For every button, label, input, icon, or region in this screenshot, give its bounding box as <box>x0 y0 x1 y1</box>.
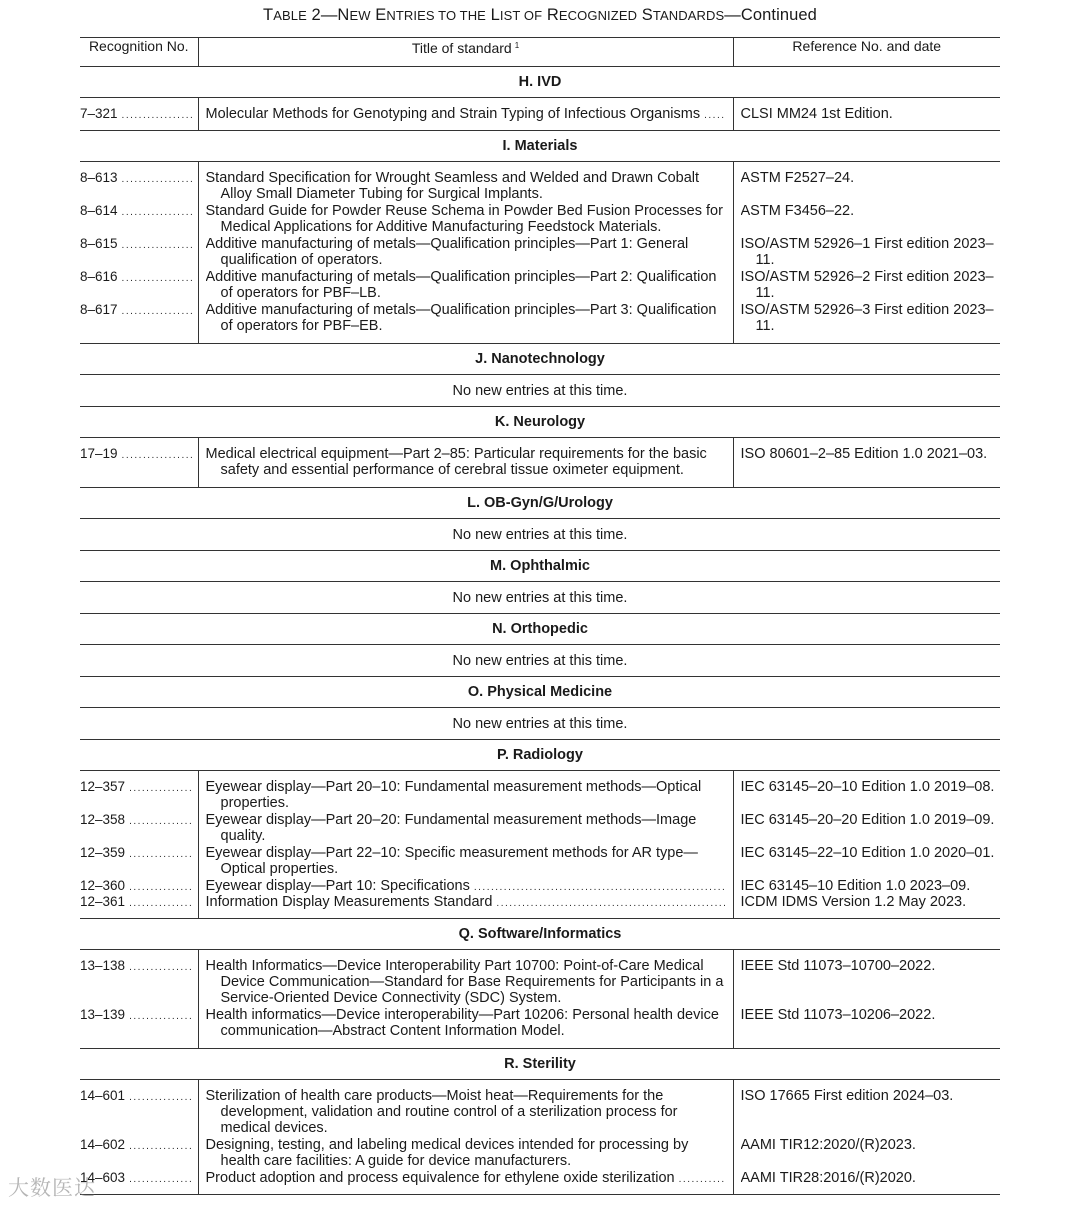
recognition-cell <box>80 302 198 343</box>
reference-no: IEC 63145–10 Edition 1.0 2023–09. <box>740 878 971 894</box>
recognition-no: 13–138 <box>80 958 126 973</box>
recognition-no: 13–139 <box>80 1007 126 1022</box>
section-row <box>80 919 1000 950</box>
section-bottom-rule <box>80 1194 1000 1195</box>
dot-leader <box>122 207 192 218</box>
title-cell <box>198 302 733 343</box>
reference-cell <box>733 203 1000 236</box>
title-cell <box>198 269 733 302</box>
table-row <box>80 1080 1000 1138</box>
dot-leader <box>129 898 191 909</box>
table-row <box>80 894 1000 918</box>
recognition-cell <box>80 236 198 269</box>
dot-leader <box>496 898 724 909</box>
dot-leader <box>129 816 191 827</box>
dot-leader <box>704 110 724 121</box>
title-cell <box>198 203 733 236</box>
section-heading: P. Radiology <box>80 740 1000 771</box>
table-row <box>80 203 1000 236</box>
section-row <box>80 407 1000 438</box>
footnote-marker: 1 <box>514 41 520 50</box>
title-cell <box>198 162 733 204</box>
reference-cell <box>733 950 1000 1008</box>
standard-title: Eyewear display—Part 20–20: Fundamental measurement methods—Image quality. <box>205 812 697 844</box>
dot-leader <box>122 450 192 461</box>
reference-cell <box>733 1007 1000 1048</box>
table-row <box>80 98 1000 131</box>
standard-title: Eyewear display—Part 22–10: Specific measurement methods for AR type—Optical properties. <box>205 845 698 877</box>
section-row <box>80 740 1000 771</box>
reference-no: ASTM F3456–22. <box>740 203 855 219</box>
no-entries-row <box>80 582 1000 614</box>
dot-leader <box>679 1174 725 1185</box>
title-cell <box>198 950 733 1008</box>
reference-no: AAMI TIR12:2020/(R)2023. <box>740 1137 916 1153</box>
reference-no: ISO/ASTM 52926–3 First edition 2023–11. <box>740 302 994 334</box>
recognition-cell <box>80 950 198 1008</box>
reference-cell <box>733 812 1000 845</box>
no-entries-row <box>80 645 1000 677</box>
dot-leader <box>129 1141 191 1152</box>
standard-title: Sterilization of health care products—Moist heat—Requirements for the development, validation and routine control of a sterilization process for medical devices. <box>205 1088 678 1136</box>
standard-title: Product adoption and process equivalence for ethylene oxide sterilization <box>205 1170 675 1186</box>
no-entries-row <box>80 375 1000 407</box>
recognition-no: 12–358 <box>80 812 126 827</box>
standard-title: Designing, testing, and labeling medical devices intended for processing by health care facilities: A guide for device manufacturers. <box>205 1137 689 1169</box>
header-reference: Reference No. and date <box>733 38 1000 67</box>
table-row <box>80 269 1000 302</box>
recognition-cell <box>80 812 198 845</box>
standard-title: Molecular Methods for Genotyping and Strain Typing of Infectious Organisms <box>205 106 701 122</box>
recognition-no: 12–357 <box>80 779 126 794</box>
title-cell <box>198 845 733 878</box>
table-row <box>80 162 1000 204</box>
standard-title: Standard Specification for Wrought Seamless and Welded and Drawn Cobalt Alloy Small Diameter Tubing for Surgical Implants. <box>205 170 700 202</box>
reference-cell <box>733 878 1000 894</box>
standard-title: Eyewear display—Part 20–10: Fundamental measurement methods—Optical properties. <box>205 779 702 811</box>
standard-title: Standard Guide for Powder Reuse Schema in Powder Bed Fusion Processes for Medical Applications for Additive Manufacturing Feedstock Materials. <box>205 203 723 235</box>
table-row <box>80 771 1000 813</box>
section-heading: I. Materials <box>80 131 1000 162</box>
recognition-cell <box>80 438 198 488</box>
table-row <box>80 438 1000 488</box>
no-entries-row <box>80 519 1000 551</box>
watermark: 大数医达 <box>8 1177 96 1200</box>
recognition-no: 14–601 <box>80 1088 126 1103</box>
title-cell <box>198 98 733 131</box>
table-body <box>80 67 1000 1195</box>
table-row <box>80 950 1000 1008</box>
reference-cell <box>733 1080 1000 1138</box>
reference-cell <box>733 1137 1000 1170</box>
no-entries-text: No new entries at this time. <box>452 589 628 606</box>
reference-cell <box>733 894 1000 918</box>
recognition-no: 8–615 <box>80 236 118 251</box>
table-row <box>80 302 1000 343</box>
no-entries-text: No new entries at this time. <box>452 715 628 732</box>
section-row <box>80 488 1000 519</box>
section-heading: N. Orthopedic <box>80 614 1000 645</box>
dot-leader <box>122 273 192 284</box>
title-cell <box>198 1007 733 1048</box>
reference-no: ASTM F2527–24. <box>740 170 855 186</box>
table-header <box>80 38 1000 67</box>
recognition-cell <box>80 1170 198 1194</box>
standards-table <box>80 37 1000 1195</box>
reference-no: ISO 80601–2–85 Edition 1.0 2021–03. <box>740 446 988 462</box>
standard-title: Medical electrical equipment—Part 2–85: Particular requirements for the basic safety and essential performance of cerebral tissue oximeter equipment. <box>205 446 707 478</box>
header-recognition-no: Recognition No. <box>80 38 198 67</box>
section-row <box>80 551 1000 582</box>
recognition-cell <box>80 1007 198 1048</box>
reference-cell <box>733 1170 1000 1194</box>
reference-cell <box>733 845 1000 878</box>
recognition-cell <box>80 771 198 813</box>
reference-no: ISO/ASTM 52926–1 First edition 2023–11. <box>740 236 994 268</box>
recognition-no: 14–602 <box>80 1137 126 1152</box>
standard-title: Eyewear display—Part 10: Specifications <box>205 878 470 894</box>
dot-leader <box>129 1092 191 1103</box>
recognition-cell <box>80 269 198 302</box>
reference-no: AAMI TIR28:2016/(R)2020. <box>740 1170 916 1186</box>
title-cell <box>198 236 733 269</box>
standard-title: Health informatics—Device interoperability—Part 10206: Personal health device communication—Abstract Content Information Model. <box>205 1007 719 1039</box>
title-cell <box>198 1080 733 1138</box>
dot-leader <box>129 1174 191 1185</box>
title-cell <box>198 1170 733 1194</box>
recognition-no: 8–616 <box>80 269 118 284</box>
reference-cell <box>733 438 1000 488</box>
recognition-no: 7–321 <box>80 106 118 121</box>
table-row <box>80 1007 1000 1048</box>
standard-title: Additive manufacturing of metals—Qualification principles—Part 1: General qualification of operators. <box>205 236 689 268</box>
section-heading: Q. Software/Informatics <box>80 919 1000 950</box>
standard-title: Additive manufacturing of metals—Qualification principles—Part 3: Qualification of operators for PBF–EB. <box>205 302 717 334</box>
section-row <box>80 677 1000 708</box>
no-entries-text: No new entries at this time. <box>452 652 628 669</box>
dot-leader <box>122 306 192 317</box>
section-heading: L. OB-Gyn/G/Urology <box>80 488 1000 519</box>
reference-cell <box>733 236 1000 269</box>
section-row <box>80 1049 1000 1080</box>
recognition-no: 12–359 <box>80 845 126 860</box>
header-title-of-standard: Title of standard $^1$ <box>198 38 733 67</box>
standard-title: Information Display Measurements Standard <box>205 894 493 910</box>
recognition-cell <box>80 1080 198 1138</box>
reference-no: ISO/ASTM 52926–2 First edition 2023–11. <box>740 269 994 301</box>
reference-cell <box>733 302 1000 343</box>
dot-leader <box>129 783 191 794</box>
no-entries-text: No new entries at this time. <box>452 382 628 399</box>
recognition-cell <box>80 162 198 204</box>
section-row <box>80 614 1000 645</box>
table-row <box>80 878 1000 894</box>
recognition-cell <box>80 1137 198 1170</box>
reference-no: ISO 17665 First edition 2024–03. <box>740 1088 954 1104</box>
dot-leader <box>129 1011 191 1022</box>
reference-no: IEC 63145–20–10 Edition 1.0 2019–08. <box>740 779 995 795</box>
dot-leader <box>122 240 192 251</box>
table-row <box>80 1170 1000 1194</box>
reference-no: IEC 63145–20–20 Edition 1.0 2019–09. <box>740 812 995 828</box>
title-cell <box>198 438 733 488</box>
recognition-cell <box>80 845 198 878</box>
recognition-no: 8–613 <box>80 170 118 185</box>
section-heading: O. Physical Medicine <box>80 677 1000 708</box>
section-heading: H. IVD <box>80 67 1000 98</box>
recognition-cell <box>80 98 198 131</box>
section-heading: J. Nanotechnology <box>80 344 1000 375</box>
table-title: TABLE 2—NEW ENTRIES TO THE LIST OF RECOGNIZED STANDARDS—Continued <box>263 6 817 24</box>
recognition-no: 8–617 <box>80 302 118 317</box>
reference-no: CLSI MM24 1st Edition. <box>740 106 893 122</box>
table-row <box>80 1137 1000 1170</box>
reference-cell <box>733 98 1000 131</box>
dot-leader <box>129 849 191 860</box>
title-cell <box>198 894 733 918</box>
recognition-no: 14–603 <box>80 1170 126 1185</box>
title-cell <box>198 812 733 845</box>
recognition-cell <box>80 878 198 894</box>
section-heading: K. Neurology <box>80 407 1000 438</box>
section-heading: M. Ophthalmic <box>80 551 1000 582</box>
recognition-no: 17–19 <box>80 446 118 461</box>
standard-title: Additive manufacturing of metals—Qualification principles—Part 2: Qualification of operators for PBF–LB. <box>205 269 717 301</box>
reference-cell <box>733 269 1000 302</box>
title-cell <box>198 771 733 813</box>
table-row <box>80 845 1000 878</box>
section-heading: R. Sterility <box>80 1049 1000 1080</box>
section-row <box>80 67 1000 98</box>
dot-leader <box>122 174 192 185</box>
standard-title: Health Informatics—Device Interoperability Part 10700: Point-of-Care Medical Device Communication—Standard for Base Requirements for Participants in a Service-Oriented Device Connectivity (SDC) System. <box>205 958 724 1006</box>
reference-no: IEEE Std 11073–10206–2022. <box>740 1007 936 1023</box>
recognition-no: 8–614 <box>80 203 118 218</box>
no-entries-row <box>80 708 1000 740</box>
reference-cell <box>733 162 1000 204</box>
title-cell <box>198 1137 733 1170</box>
recognition-no: 12–361 <box>80 894 126 909</box>
dot-leader <box>474 882 725 893</box>
recognition-cell <box>80 203 198 236</box>
section-row <box>80 131 1000 162</box>
dot-leader <box>129 962 191 973</box>
reference-no: IEEE Std 11073–10700–2022. <box>740 958 936 974</box>
title-cell <box>198 878 733 894</box>
recognition-cell <box>80 894 198 918</box>
no-entries-text: No new entries at this time. <box>452 526 628 543</box>
reference-no: IEC 63145–22–10 Edition 1.0 2020–01. <box>740 845 995 861</box>
table-row <box>80 812 1000 845</box>
reference-no: ICDM IDMS Version 1.2 May 2023. <box>740 894 967 910</box>
dot-leader <box>129 882 191 893</box>
reference-cell <box>733 771 1000 813</box>
recognition-no: 12–360 <box>80 878 126 893</box>
dot-leader <box>122 110 192 121</box>
section-row <box>80 344 1000 375</box>
table-row <box>80 236 1000 269</box>
